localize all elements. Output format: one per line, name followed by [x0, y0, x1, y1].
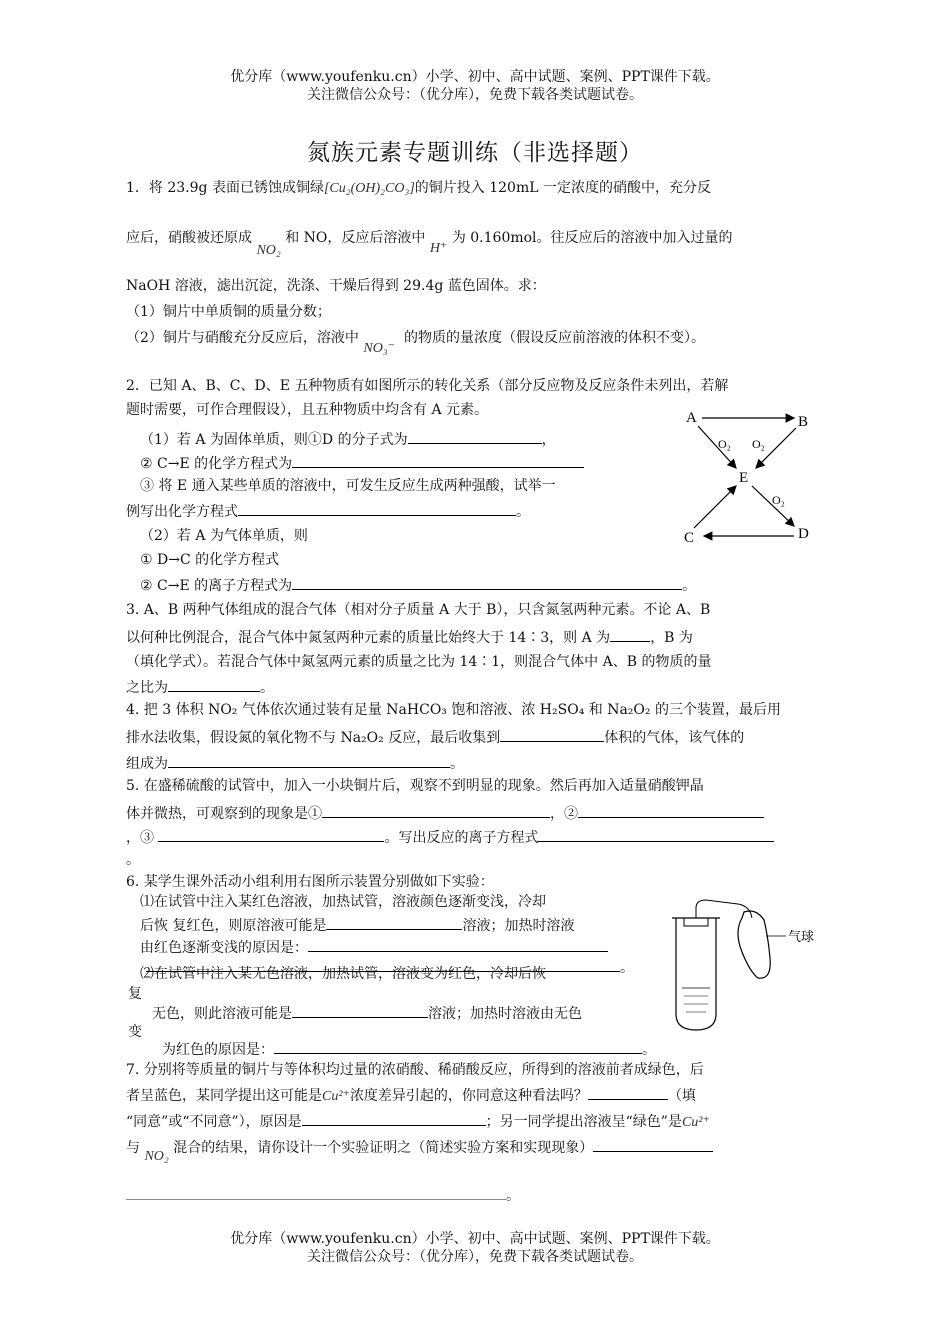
- q3-line-1: 3. A、B 两种气体组成的混合气体（相对分子质量 A 大于 B），只含氮氢两种元素。不论 A、B: [126, 602, 711, 618]
- q2-line-1: 2．已知 A、B、C、D、E 五种物质有如图所示的转化关系（部分反应物及反应条件未列出，若解: [126, 378, 729, 394]
- label-o2-a-e: O₂: [718, 437, 731, 451]
- q7-line-2: 者呈蓝色，某同学提出这可能是Cu²⁺浓度差异引起的，你同意这种看法吗？ （填: [126, 1084, 696, 1107]
- q1-line-4: （1）铜片中单质铜的质量分数；: [126, 304, 331, 320]
- q2-line-2: 题时需要，可作合理假设），且五种物质中均含有 A 元素。: [126, 402, 489, 418]
- formula-cu-ion-2: Cu²⁺: [681, 1115, 710, 1130]
- q3-line-2: 以何种比例混合，混合气体中氮氢两种元素的质量比始终大于 14∶3，则 A 为 ，B 为: [126, 626, 693, 648]
- label-o2-e-d: O₂: [772, 493, 785, 507]
- q1-line-5: （2）铜片与硝酸充分反应后，溶液中 NO₃⁻ 的物质的量浓度（假设反应前溶液的体积不变）。: [126, 330, 705, 356]
- test-tube: [676, 918, 716, 1030]
- formula-no3-ion: NO₃⁻: [363, 341, 396, 356]
- node-c: C: [684, 530, 695, 544]
- node-e: E: [739, 470, 749, 486]
- q2-line-4: ② C→E 的化学方程式为: [140, 452, 584, 474]
- q6-line-2: ⑴在试管中注入某红色溶液，加热试管，溶液颜色逐渐变浅，冷却: [140, 894, 546, 910]
- q7-line-1: 7. 分别将等质量的铜片与等体积均过量的浓硝酸、稀硝酸反应，所得到的溶液前者成绿色，后: [126, 1062, 704, 1078]
- q6-line-4: 由红色逐渐变浅的原因是：: [140, 936, 608, 958]
- q5-line-1: 5. 在盛稀硫酸的试管中，加入一小块铜片后，观察不到明显的现象。然后再加入适量硝酸钾晶: [126, 778, 704, 794]
- test-tube-balloon-figure: [668, 896, 828, 1036]
- q4-line-2: 排水法收集，假设氮的氧化物不与 Na₂O₂ 反应，最后收集到 体积的气体，该气体的: [126, 726, 744, 748]
- q6-line-1: 6. 某学生课外活动小组利用右图所示装置分别做如下实验：: [126, 874, 494, 890]
- stopper: [684, 918, 708, 926]
- q6-line-3: 后恢 复红色，则原溶液可能是 溶液；加热时溶液: [140, 914, 574, 936]
- q2-line-3: （1）若 A 为固体单质，则①D 的分子式为 ，: [140, 428, 556, 450]
- q5-line-3: ，③ 。写出反应的离子方程式: [126, 826, 774, 848]
- q2-line-5: ③ 将 E 通入某些单质的溶液中，可发生反应生成两种强酸，试举一: [140, 478, 556, 494]
- q2-line-9: ② C→E 的离子方程式为 。: [140, 574, 696, 596]
- q5-line-4: 。: [126, 852, 140, 868]
- q4-line-3: 组成为 。: [126, 752, 464, 774]
- formula-cu-ion: Cu²⁺: [322, 1089, 350, 1104]
- q1-line-2: 应后，硝酸被还原成 NO₂ 和 NO，反应后溶液中 H⁺ 为 0.160mol。往反应后的溶液中加入过量的: [126, 230, 733, 258]
- q2-line-7: （2）若 A 为气体单质，则: [140, 528, 308, 544]
- q7-line-5: 。: [126, 1184, 520, 1206]
- glass-tube: [696, 900, 752, 918]
- q6-line-5: 。: [146, 956, 634, 978]
- header-line-1: 优分库（www.youfenku.cn）小学、初中、高中试题、案例、PPT课件下载。: [230, 69, 720, 85]
- balloon-label: 气球: [788, 929, 815, 944]
- balloon: [738, 911, 770, 978]
- node-b: B: [798, 414, 809, 430]
- page-title: 氮族元素专题训练（非选择题）: [307, 140, 643, 166]
- footer-line-1: 优分库（www.youfenku.cn）小学、初中、高中试题、案例、PPT课件下载。: [230, 1231, 720, 1247]
- arrow-c-e: [694, 486, 736, 528]
- node-d: D: [798, 526, 809, 542]
- label-o2-b-e: O₂: [752, 437, 765, 451]
- q6-line-6: ⑵在试管中注入某无色溶液，加热试管，溶液变为红色，冷却后恢: [140, 966, 546, 982]
- q7-line-3: “同意”或“不同意”），原因是 ；另一同学提出溶液呈“绿色”是Cu²⁺: [126, 1110, 710, 1133]
- arrow-e-d: [752, 486, 794, 526]
- q3-line-3: （填化学式）。若混合气体中氮氢两元素的质量之比为 14∶1，则混合气体中 A、B 的物质的量: [126, 654, 712, 670]
- conversion-diagram: [680, 404, 820, 544]
- formula-h-ion: H⁺: [429, 241, 448, 256]
- header-line-2: 关注微信公众号：（优分库），免费下载各类试题试卷。: [307, 87, 643, 103]
- q6-line-8: 为红色的原因是： 。: [162, 1038, 656, 1060]
- formula-no2-2: NO₂: [144, 1149, 169, 1164]
- footer-line-2: 关注微信公众号：（优分库），免费下载各类试题试卷。: [307, 1249, 643, 1265]
- q4-line-1: 4. 把 3 体积 NO₂ 气体依次通过装有足量 NaHCO₃ 饱和溶液、浓 H₂SO₄ 和 Na₂O₂ 的三个装置，最后用: [126, 702, 781, 718]
- q3-line-4: 之比为 。: [126, 676, 274, 698]
- formula-no2: NO₂: [256, 243, 281, 258]
- q6-line-7: 无色，则此溶液可能是 溶液；加热时溶液由无色: [152, 1002, 582, 1024]
- q1-line-1: 1．将 23.9g 表面已锈蚀成铜绿[Cu₂(OH)₂CO₃]的铜片投入 120mL 一定浓度的硝酸中，充分反: [126, 180, 711, 196]
- q1-line-3: NaOH 溶液，滤出沉淀，洗涤、干燥后得到 29.4g 蓝色固体。求：: [126, 278, 546, 294]
- q7-line-4: 与 NO₂ 混合的结果，请你设计一个实验证明之（简述实验方案和实现现象）: [126, 1136, 713, 1159]
- q2-line-8: ① D→C 的化学方程式: [140, 552, 280, 568]
- formula-basic-copper-carbonate: [Cu₂(OH)₂CO₃]: [323, 181, 415, 196]
- q5-line-2: 体并微热，可观察到的现象是① ，②: [126, 802, 764, 824]
- node-a: A: [686, 410, 697, 426]
- q6-line-7c: 变: [128, 1024, 142, 1040]
- q6-line-6b: 复: [128, 986, 142, 1002]
- q2-line-6: 例写出化学方程式 。: [126, 500, 530, 522]
